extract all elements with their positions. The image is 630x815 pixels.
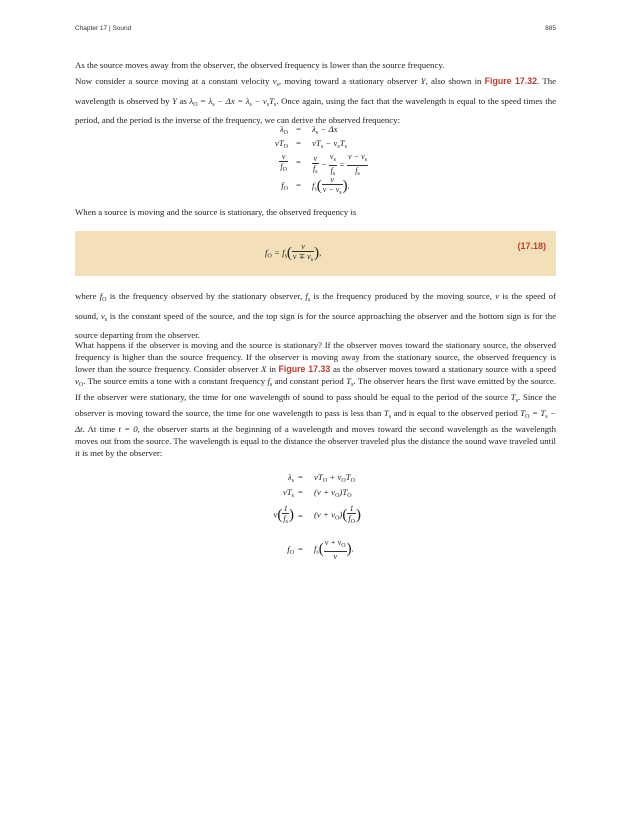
paragraph-source-moving-toward: Now consider a source moving at a constant velocity $v_s$, moving toward a stationary observer Y, also shown in Figure 17.32. The wavelength is observed by Y as $\lambda_O = \lambda_s - \Delta x = \lambda_s - v_sT_s$. Once again, using the fact that the wavelength is equal to the speed times the period, and the period is the inverse of the frequency, we can derive the observed frequency: bbox=[75, 76, 557, 125]
paragraph-source-moving-away: As the source moves away from the observer, the observed frequency is lower than the source frequency. bbox=[75, 60, 445, 70]
paragraph-moving-source-intro: When a source is moving and the source is stationary, the observed frequency is bbox=[75, 207, 357, 217]
figure-link-17-33[interactable]: Figure 17.33 bbox=[278, 364, 331, 374]
paragraph-where-definitions: where $f_O$ is the frequency observed by the stationary observer, $f_s$ is the frequency produced by the moving source, v is the speed of sound, $v_s$ is the constant speed of the source, and the top sign is for the source approaching the observer and the bottom sign is for the source departing from the observer. bbox=[75, 291, 557, 340]
page-number: 885 bbox=[545, 25, 556, 32]
running-header-chapter: Chapter 17 | Sound bbox=[75, 25, 132, 32]
equation-doppler-moving-source: $f_O = f_s$( $\frac{v}{v \mp v_s}$ ), bbox=[265, 242, 322, 263]
figure-link-17-32[interactable]: Figure 17.32 bbox=[484, 76, 538, 86]
equation-box-17-18 bbox=[75, 231, 556, 276]
equation-number: (17.18) bbox=[517, 241, 546, 251]
paragraph-moving-observer: What happens if the observer is moving and the source is stationary? If the observer moves toward the stationary source, the observed frequency is higher than the source frequency. If the observer is moving away from the stationary source, the observed frequency is lower than the source frequency. Consider observer X in Figure 17.33 as the observer moves toward a stationary source with a speed $v_O$. The source emits a tone with a constant frequency $f_s$ and constant period $T_s$. The observer hears the first wave emitted by the source. If the observer were stationary, the time for one wavelength of sound to pass should be equal to the period of the source $T_s$. Since the observer is moving toward the source, the time for one wavelength to pass is less than $T_s$ and is equal to the observed period $T_O = T_s - \Delta t$. At time t = 0, the observer starts at the beginning of a wavelength and moves toward the second wavelength as the wavelength moves out from the source. The wavelength is equal to the distance the observer traveled plus the distance the sound wave traveled until it is met by the observer: bbox=[75, 340, 557, 458]
